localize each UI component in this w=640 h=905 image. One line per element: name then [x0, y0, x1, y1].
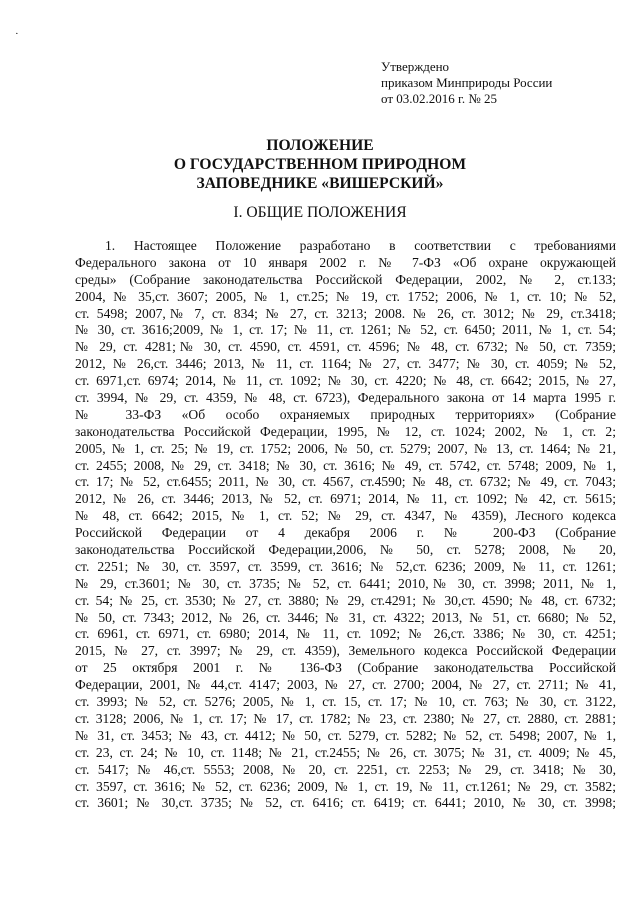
section-heading: I. ОБЩИЕ ПОЛОЖЕНИЯ — [233, 204, 407, 221]
body-line: № 48, ст. 6642; 2015, № 1, ст. 52; № 29, ст. 4347, № 4359), Лесного кодекса — [75, 508, 616, 524]
body-line: ст. 6971,ст. 6974; 2014, № 11, ст. 1092; № 30, ст. 4220; № 48, ст. 6642; 2015, № 27, — [75, 373, 616, 389]
body-line: Федерального закона от 10 января 2002 г. № 7-ФЗ «Об охране окружающей — [75, 254, 616, 270]
body-line: ст. 3597, ст. 3616; № 52, ст. 6236; 2009, № 1, ст. 19, № 11, ст.1261; № 29, ст. 3582; — [75, 778, 616, 794]
body-line: ст. 2455; 2008, № 29, ст. 3418; № 30, ст. 3616; № 49, ст. 5742, ст. 5748; 2009, № 1, — [75, 457, 616, 473]
body-line: ст. 3601; № 30,ст. 3735; № 52, ст. 6416; ст. 6419; ст. 6441; 2010, № 30, ст. 3998; — [75, 795, 616, 811]
corner-mark: · — [15, 28, 19, 40]
body-line: ст. 3128; 2006, № 1, ст. 17; № 17, ст. 1782; № 23, ст. 2380; № 27, ст. 2880, ст. 2881; — [75, 710, 616, 726]
title-line-2: О ГОСУДАРСТВЕННОМ ПРИРОДНОМ — [173, 156, 467, 173]
approval-line-2: приказом Минприроды России — [381, 75, 553, 90]
title-line-1: ПОЛОЖЕНИЕ — [266, 137, 374, 154]
body-line: ст. 17; № 52, ст.6455; 2011, № 30, ст. 4567, ст.4590; № 48, ст. 6732; № 49, ст. 7043; — [75, 474, 616, 490]
document-title — [0, 136, 640, 193]
body-line: ст. 6961, ст. 6971, ст. 6980; 2014, № 11, ст. 1092; № 26,ст. 3386; № 30, ст. 4251; — [75, 626, 616, 642]
approval-line-3: от 03.02.2016 г. № 25 — [381, 91, 498, 106]
body-line: № 29, ст.3601; № 30, ст. 3735; № 52, ст. 6441; 2010,№ 30, ст. 3998; 2011, № 1, — [75, 575, 616, 591]
body-line: среды» (Собрание законодательства Российской Федерации, 2002, № 2, ст.133; — [75, 271, 616, 287]
title-line-3: ЗАПОВЕДНИКЕ «ВИШЕРСКИЙ» — [196, 175, 444, 192]
body-line: Российской Федерации от 4 декабря 2006 г. № 200-ФЗ (Собрание — [75, 525, 616, 541]
body-line: № 30, ст. 3616;2009, № 1, ст. 17; № 11, ст. 1261; № 52, ст. 6450; 2011, № 1, ст. 54; — [75, 322, 616, 338]
body-line: от 25 октября 2001 г. № 136-ФЗ (Собрание законодательства Российской — [75, 660, 616, 676]
body-line: 2012, № 26, ст. 3446; 2013, № 52, ст. 6971; 2014, № 11, ст. 1092; № 42, ст. 5615; — [75, 491, 616, 507]
body-line: ст. 5417; № 46,ст. 5553; 2008, № 20, ст. 2251, ст. 2253; № 29, ст. 3418; № 30, — [75, 761, 616, 777]
body-line: Федерации, 2001, № 44,ст. 4147; 2003, № 27, ст. 2700; 2004, № 27, ст. 2711; № 41, — [75, 677, 616, 693]
body-line: ст. 5498; 2007,№ 7, ст. 834; № 27, ст. 3213; 2008. № 26, ст. 3012; № 29, ст.3418; — [75, 305, 616, 321]
body-line: законодательства Российской Федерации,2006, № 50, ст. 5278; 2008, № 20, — [75, 542, 616, 558]
body-line: 2015, № 27, ст. 3997; № 29, ст. 4359), Земельного кодекса Российской Федерации — [75, 643, 616, 659]
body-line: № 29, ст. 4281;№ 30, ст. 4590, ст. 4591, ст. 4596; № 48, ст. 6732; № 50, ст. 7359; — [75, 339, 616, 355]
body-line: законодательства Российской Федерации, 1995, № 12, ст. 1024; 2002, № 1, ст. 2; — [75, 423, 616, 439]
body-paragraph — [75, 238, 616, 812]
body-line: № 31, ст. 3453; № 43, ст. 4412; № 50, ст. 5279, ст. 5282; № 52, ст. 5498; 2007, № 1, — [75, 727, 616, 743]
body-line: ст. 3993; № 52, ст. 5276; 2005, № 1, ст. 15, ст. 17; № 10, ст. 763; № 30, ст. 3122, — [75, 694, 616, 710]
approval-line-1: Утверждено — [381, 59, 450, 74]
body-line: 1. Настоящее Положение разработано в соответствии с требованиями — [105, 238, 616, 253]
body-line: ст. 54; № 25, ст. 3530; № 27, ст. 3880; № 29, ст.4291; № 30,ст. 4590; № 48, ст. 6732; — [75, 592, 616, 608]
body-line: № 50, ст. 7343; 2012, № 26, ст. 3446; № 31, ст. 4322; 2013, № 51, ст. 6680; № 52, — [75, 609, 616, 625]
body-line: ст. 23, ст. 24; № 10, ст. 1148; № 21, ст.2455; № 26, ст. 3075; № 31, ст. 4009; № 45, — [75, 744, 616, 760]
body-line: ст. 3994, № 29, ст. 4359, № 48, ст. 6723), Федерального закона от 14 марта 1995 г. — [75, 390, 616, 406]
body-line: 2012, № 26,ст. 3446; 2013, № 11, ст. 1164; № 27, ст. 3477; № 30, ст. 4059; № 52, — [75, 356, 616, 372]
body-line: № 33-ФЗ «Об особо охраняемых природных территориях» (Собрание — [75, 406, 616, 422]
approval-block — [381, 59, 621, 107]
body-line: ст. 2251; № 30, ст. 3597, ст. 3599, ст. 3616; № 52,ст. 6236; 2009, № 11, ст. 1261; — [75, 558, 616, 574]
body-line: 2005, № 1, ст. 25; № 19, ст. 1752; 2006, № 50, ст. 5279; 2007, № 13, ст. 1464; № 21, — [75, 440, 616, 456]
body-line: 2004, № 35,ст. 3607; 2005, № 1, ст.25; № 19, ст. 1752; 2006, № 1, ст. 10; № 52, — [75, 288, 616, 304]
